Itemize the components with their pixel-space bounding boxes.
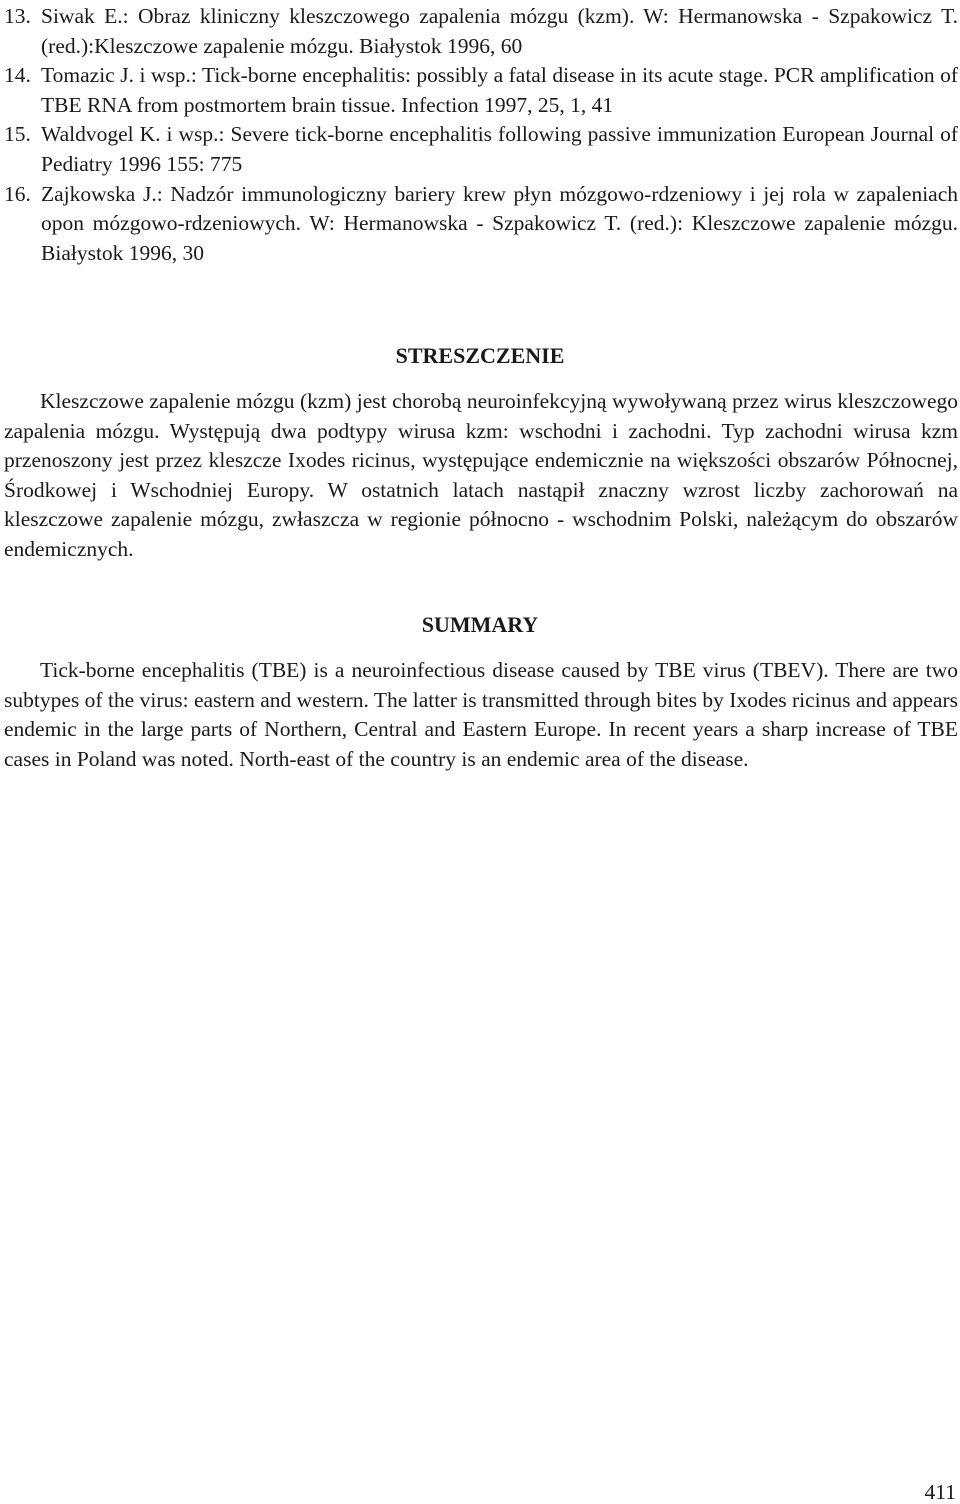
reference-text: Zajkowska J.: Nadzór immunologiczny bariery krew płyn mózgowo-rdzeniowy i jej rola w zapaleniach opon mózgowo-rdzeniowych. W: Hermanowska - Szpakowicz T. (red.): Kleszczowe zapalenie mózgu. Białystok 1996, 30	[41, 181, 958, 265]
reference-item	[4, 2, 958, 61]
reference-number: 15.	[4, 122, 31, 147]
streszczenie-paragraph: Kleszczowe zapalenie mózgu (kzm) jest chorobą neuroinfekcyjną wywoływaną przez wirus kleszczowego zapalenia mózgu. Występują dwa podtypy wirusa kzm: wschodni i zachodni. Typ zachodni wirusa kzm przenoszony jest przez kleszcze Ixodes ricinus, występujące endemicznie na większości obszarów Północnej, Środkowej i Wschodniej Europy. W ostatnich latach nastąpił znaczny wzrost liczby zachorowań na kleszczowe zapalenie mózgu, zwłaszcza w regionie północno - wschodnim Polski, należącym do obszarów endemicznych.	[4, 389, 958, 561]
reference-item	[4, 61, 958, 120]
reference-number: 13.	[4, 4, 31, 28]
reference-number: 16.	[4, 181, 31, 206]
reference-text: Waldvogel K. i wsp.: Severe tick-borne encephalitis following passive immunization European Journal of Pediatry 1996 155: 775	[41, 122, 958, 176]
summary-paragraph: Tick-borne encephalitis (TBE) is a neuroinfectious disease caused by TBE virus (TBEV). There are two subtypes of the virus: eastern and western. The latter is transmitted through bites by Ixodes ricinus and appears endemic in the large parts of Northern, Central and Eastern Europe. In recent years a sharp increase of TBE cases in Poland was noted. North-east of the country is an endemic area of the disease.	[4, 658, 958, 771]
page-number: 411	[924, 1480, 956, 1504]
summary-heading: SUMMARY	[421, 612, 539, 637]
reference-text: Tomazic J. i wsp.: Tick-borne encephalitis: possibly a fatal disease in its acute stage. PCR amplification of TBE RNA from postmortem brain tissue. Infection 1997, 25, 1, 41	[41, 63, 958, 117]
reference-list	[4, 2, 958, 268]
reference-item	[4, 180, 958, 269]
reference-item	[4, 120, 958, 179]
reference-text: Siwak E.: Obraz kliniczny kleszczowego zapalenia mózgu (kzm). W: Hermanowska - Szpakowicz T. (red.):Kleszczowe zapalenie mózgu. Białystok 1996, 60	[41, 4, 958, 58]
reference-number: 14.	[4, 63, 31, 88]
streszczenie-heading: STRESZCZENIE	[395, 343, 565, 368]
